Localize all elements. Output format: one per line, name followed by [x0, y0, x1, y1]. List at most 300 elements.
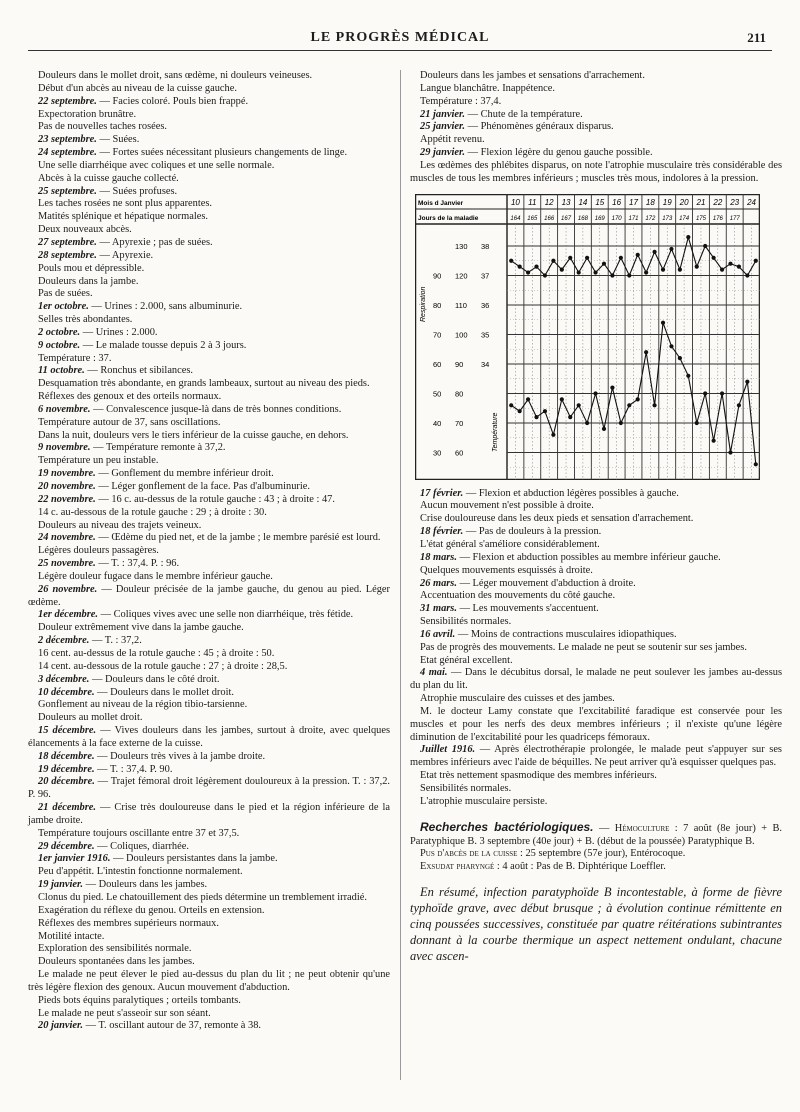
- journal-entry: [28, 83, 390, 96]
- journal-entry: [28, 841, 390, 854]
- entry-date: 6 novembre.: [38, 403, 91, 415]
- entry-text: Accentuation des mouvements du côté gauche.: [420, 590, 616, 602]
- entry-text: — Léger gonflement de la face. Pas d'albuminurie.: [98, 481, 310, 492]
- data-point: [518, 409, 522, 413]
- entry-text: — Douleurs dans le côté droit.: [91, 673, 220, 685]
- entry-text: Crise douloureuse dans les deux pieds et sensation d'arrachement.: [420, 513, 694, 525]
- date-label: 18: [645, 197, 655, 207]
- data-point: [695, 264, 699, 268]
- data-point: [577, 403, 581, 407]
- journal-entry: [28, 442, 390, 455]
- data-point: [703, 391, 707, 395]
- entry-text: — T. : 37,4. P. : 96.: [98, 558, 180, 570]
- entry-date: 3 décembre.: [38, 673, 90, 685]
- right-column: [410, 70, 782, 964]
- journal-entry: [410, 629, 782, 642]
- journal-entry: [28, 224, 390, 237]
- temperature-chart: [415, 194, 760, 480]
- journal-entry: [410, 655, 782, 668]
- resp-tick: 80: [433, 300, 442, 310]
- bacteriology-title: Recherches bactériologiques.: [420, 819, 594, 834]
- illness-day-label: 169: [594, 215, 605, 222]
- entry-text: — Vives douleurs dans les jambes, surtout à droite, avec quelques élancements à la face externe de la cuisse.: [28, 725, 390, 749]
- data-point: [602, 426, 606, 430]
- data-point: [526, 270, 530, 274]
- entry-text: Pas de suées.: [38, 288, 93, 300]
- journal-entry: [28, 494, 390, 507]
- exsudat-text: 4 août : Pas de B. Diphtérique Loeffler.: [502, 861, 666, 873]
- entry-text: — Douleurs très vives à la jambe droite.: [97, 750, 266, 762]
- date-label: 11: [528, 197, 537, 207]
- journal-entry: [410, 83, 782, 96]
- entry-text: Abcès à la cuisse gauche collecté.: [38, 172, 179, 184]
- entry-text: — Douleurs dans les jambes.: [85, 879, 208, 891]
- journal-entry: [28, 776, 390, 802]
- page-number: 211: [747, 30, 766, 45]
- entry-text: — T. : 37,4. P. 90.: [97, 763, 173, 775]
- illness-day-label: 170: [611, 215, 622, 222]
- entry-text: — Œdème du pied net, et de la jambe ; le membre parésié est lourd.: [98, 532, 381, 544]
- temp-tick: 35: [481, 330, 490, 340]
- data-point: [669, 246, 673, 250]
- resp-tick: 60: [433, 359, 442, 369]
- entry-text: Légère douleur fugace dans le membre inférieur gauche.: [38, 570, 273, 582]
- entry-date: 23 septembre.: [38, 134, 97, 146]
- illness-day-label: 172: [645, 215, 656, 222]
- date-label: 21: [696, 197, 706, 207]
- illness-day-label: 164: [510, 215, 521, 222]
- entry-date: 28 septembre.: [38, 249, 97, 261]
- entry-text: Douleurs au mollet droit.: [38, 712, 143, 724]
- journal-entry: [28, 956, 390, 969]
- date-label: 19: [662, 197, 672, 207]
- entry-text: — Les mouvements s'accentuent.: [459, 603, 599, 615]
- journal-entry: [28, 121, 390, 134]
- data-point: [610, 273, 614, 277]
- entry-date: 20 décembre.: [38, 776, 95, 788]
- entry-date: 24 novembre.: [38, 532, 96, 544]
- data-point: [720, 267, 724, 271]
- illness-day-label: 176: [712, 215, 723, 222]
- journal-entry: [28, 674, 390, 687]
- entry-date: 19 janvier.: [38, 879, 84, 891]
- data-point: [686, 373, 690, 377]
- journal-entry: [28, 545, 390, 558]
- pulse-tick: 80: [455, 389, 464, 399]
- data-point: [585, 420, 589, 424]
- entry-text: L'état général s'améliore considérablement.: [420, 538, 600, 550]
- entry-text: — Crise très douloureuse dans le pied et la région inférieure de la jambe droite.: [28, 802, 390, 826]
- bacteriology-section: [410, 821, 782, 874]
- journal-entry: [410, 616, 782, 629]
- journal-entry: [28, 160, 390, 173]
- entry-text: — Fortes suées nécessitant plusieurs changements de linge.: [99, 147, 348, 159]
- pulse-tick: 60: [455, 448, 464, 458]
- journal-entry: [28, 571, 390, 584]
- journal-entry: [28, 918, 390, 931]
- entry-text: Desquamation très abondante, en grands lambeaux, surtout au niveau des pieds.: [38, 378, 370, 390]
- entry-text: Température : 37,4.: [420, 95, 502, 107]
- journal-entry: [28, 378, 390, 391]
- entry-text: — Trajet fémoral droit légèrement douloureux à la pression. T. : 37,2. P. 96.: [28, 776, 390, 801]
- journal-entry: [28, 365, 390, 378]
- illness-day-label: 177: [729, 215, 740, 222]
- journal-entry: [410, 667, 782, 693]
- entry-text: Motilité intacte.: [38, 930, 105, 942]
- entry-text: Les taches rosées ne sont plus apparentes.: [38, 198, 212, 210]
- journal-entry: [28, 327, 390, 340]
- journal-entry: [410, 134, 782, 147]
- entry-date: 25 novembre.: [38, 558, 96, 570]
- journal-entry: [28, 404, 390, 417]
- entry-date: Juillet 1916.: [420, 744, 476, 756]
- entry-text: — Chute de la température.: [467, 108, 583, 120]
- entry-date: 19 décembre.: [38, 763, 95, 775]
- entry-date: 1er décembre.: [38, 609, 99, 621]
- entry-text: — Moins de contractions musculaires idiopathiques.: [457, 628, 677, 640]
- entry-text: Peu d'appétit. L'intestin fonctionne normalement.: [38, 866, 243, 878]
- journal-entry: [28, 109, 390, 122]
- journal-entry: [28, 828, 390, 841]
- data-point: [593, 270, 597, 274]
- pulse-tick: 100: [455, 330, 468, 340]
- journal-entry: [410, 539, 782, 552]
- journal-entry: [28, 1008, 390, 1021]
- data-point: [534, 264, 538, 268]
- resp-tick: 40: [433, 418, 442, 428]
- entry-text: Température un peu instable.: [38, 455, 159, 467]
- entry-date: 17 février.: [420, 487, 464, 499]
- entry-text: Deux nouveaux abcès.: [38, 224, 132, 236]
- journal-entry: [28, 866, 390, 879]
- entry-text: — T. oscillant autour de 37, remonte à 38.: [85, 1020, 261, 1032]
- data-point: [627, 273, 631, 277]
- entry-text: Pouls mou et dépressible.: [38, 262, 145, 274]
- data-point: [509, 258, 513, 262]
- entry-date: 19 novembre.: [38, 468, 96, 480]
- journal-entry: [410, 565, 782, 578]
- entry-text: L'atrophie musculaire persiste.: [420, 795, 548, 807]
- data-point: [644, 270, 648, 274]
- data-point: [720, 391, 724, 395]
- journal-entry: [410, 783, 782, 796]
- journal-entry: [28, 314, 390, 327]
- temp-tick: 36: [481, 300, 490, 310]
- left-column: [28, 70, 390, 1033]
- journal-entry: [410, 121, 782, 134]
- data-point: [585, 255, 589, 259]
- journal-entry: [410, 744, 782, 770]
- journal-entry: [28, 507, 390, 520]
- days-label: Jours de la maladie: [418, 214, 479, 222]
- journal-entry: [28, 995, 390, 1008]
- entry-text: — Le malade tousse depuis 2 à 3 jours.: [82, 339, 247, 351]
- data-point: [737, 264, 741, 268]
- journal-entry: [28, 764, 390, 777]
- journal-entry: [410, 488, 782, 501]
- journal-entry: [28, 417, 390, 430]
- journal-entry: [28, 288, 390, 301]
- entry-text: Exploration des sensibilités normale.: [38, 943, 192, 955]
- journal-entry: [28, 173, 390, 186]
- entry-text: Une selle diarrhéique avec coliques et une selle normale.: [38, 159, 275, 171]
- entry-text: Température autour de 37, sans oscillations.: [38, 416, 221, 428]
- entry-text: — Flexion et abduction possibles au membre inférieur gauche.: [459, 551, 721, 563]
- entry-text: Douleurs dans la jambe.: [38, 275, 139, 287]
- header-rule: [28, 50, 772, 51]
- data-point: [712, 438, 716, 442]
- page-header: [0, 30, 800, 52]
- journal-entry: [28, 1020, 390, 1033]
- data-point: [627, 403, 631, 407]
- illness-day-label: 171: [628, 215, 639, 222]
- entry-text: Début d'un abcès au niveau de la cuisse gauche.: [38, 82, 237, 94]
- illness-day-label: 167: [561, 215, 572, 222]
- entry-text: Sensibilités normales.: [420, 616, 512, 628]
- entry-text: Appétit revenu.: [420, 134, 485, 146]
- entry-date: 29 décembre.: [38, 840, 95, 852]
- journal-entry: [28, 635, 390, 648]
- data-point: [593, 391, 597, 395]
- data-point: [703, 243, 707, 247]
- entry-text: Pas de nouvelles taches rosées.: [38, 121, 167, 133]
- entry-date: 21 décembre.: [38, 802, 96, 814]
- data-point: [610, 385, 614, 389]
- entry-text: Douleurs spontanées dans les jambes.: [38, 956, 195, 968]
- data-point: [686, 235, 690, 239]
- journal-entry: [28, 70, 390, 83]
- data-point: [728, 261, 732, 265]
- journal-entry: [28, 430, 390, 443]
- entry-text: Etat très nettement spasmodique des membres inférieurs.: [420, 770, 657, 782]
- pulse-tick: 110: [455, 300, 467, 310]
- entry-text: — Léger mouvement d'abduction à droite.: [459, 577, 636, 589]
- entry-text: Douleurs dans le mollet droit, sans œdème, ni douleurs veineuses.: [38, 70, 313, 81]
- entry-date: 22 novembre.: [38, 493, 96, 505]
- data-point: [509, 403, 513, 407]
- pulse-tick: 130: [455, 241, 468, 251]
- entry-text: Température : 37.: [38, 352, 112, 364]
- entry-text: — Urines : 2.000, sans albuminurie.: [91, 301, 243, 313]
- journal-entry: [28, 134, 390, 147]
- resp-axis-label: Respiration: [420, 286, 427, 322]
- exsudat-label: Exsudat pharyngé :: [420, 861, 500, 873]
- entry-text: Douleurs au niveau des trajets veineux.: [38, 519, 202, 531]
- temp-tick: 37: [481, 271, 490, 281]
- journal-entry: [410, 642, 782, 655]
- journal-title: LE PROGRÈS MÉDICAL: [310, 30, 490, 45]
- date-label: 12: [544, 197, 554, 207]
- journal-entry: [410, 513, 782, 526]
- journal-entry: [28, 584, 390, 610]
- journal-entry: [28, 198, 390, 211]
- journal-entry: [28, 969, 390, 995]
- entry-text: — Ronchus et sibilances.: [87, 365, 193, 377]
- data-point: [636, 252, 640, 256]
- data-point: [652, 403, 656, 407]
- data-point: [754, 462, 758, 466]
- journal-entry: [28, 751, 390, 764]
- journal-entry: [410, 500, 782, 513]
- entry-text: Douleur extrêmement vive dans la jambe gauche.: [38, 622, 244, 634]
- entry-text: Les œdèmes des phlébites disparus, on note l'atrophie musculaire très considérable des muscles de tous les membres inférieurs ; muscles très mous, indolores à la pression.: [410, 159, 782, 184]
- entry-date: 9 novembre.: [38, 442, 91, 454]
- data-point: [745, 273, 749, 277]
- journal-entry: [28, 520, 390, 533]
- journal-entry: [410, 160, 782, 186]
- entry-date: 2 octobre.: [38, 326, 81, 338]
- illness-day-label: 174: [679, 215, 690, 222]
- entry-text: — Douleurs dans le mollet droit.: [97, 686, 234, 698]
- journal-entry: [410, 796, 782, 809]
- journal-entry: [28, 879, 390, 892]
- journal-entry: [28, 353, 390, 366]
- data-point: [560, 397, 564, 401]
- journal-entry: [28, 301, 390, 314]
- entry-text: Expectoration brunâtre.: [38, 108, 137, 120]
- resp-tick: 70: [433, 330, 442, 340]
- data-point: [661, 267, 665, 271]
- journal-entry: [28, 481, 390, 494]
- journal-entry: [410, 147, 782, 160]
- entry-text: Gonflement au niveau de la région tibio-tarsienne.: [38, 699, 248, 711]
- data-point: [543, 409, 547, 413]
- data-point: [518, 264, 522, 268]
- entry-text: Matités splénique et hépatique normales.: [38, 211, 208, 223]
- entry-text: — T. : 37,2.: [91, 635, 142, 647]
- entry-text: — Apyrexie.: [99, 249, 154, 261]
- illness-day-label: 173: [662, 215, 673, 222]
- data-point: [568, 255, 572, 259]
- journal-entry: [28, 147, 390, 160]
- right-column-entries-top: [410, 70, 782, 186]
- entry-text: Pieds bots équins paralytiques ; orteils tombants.: [38, 994, 241, 1006]
- data-point: [661, 320, 665, 324]
- temp-axis-label: Température: [492, 412, 499, 452]
- illness-day-label: 165: [527, 215, 538, 222]
- journal-entry: [28, 853, 390, 866]
- entry-text: Le malade ne peut s'asseoir sur son séant.: [38, 1007, 211, 1019]
- data-point: [568, 415, 572, 419]
- resp-tick: 30: [433, 448, 442, 458]
- data-point: [644, 350, 648, 354]
- journal-entry: [410, 578, 782, 591]
- entry-date: 21 janvier.: [420, 108, 466, 120]
- entry-text: — Température remonte à 37,2.: [93, 442, 226, 454]
- entry-text: — Dans le décubitus dorsal, le malade ne peut soulever les jambes au-dessus du plan du lit.: [410, 667, 782, 692]
- entry-date: 26 novembre.: [38, 583, 98, 595]
- date-label: 15: [595, 197, 605, 207]
- column-divider: [400, 70, 401, 1080]
- pulse-tick: 90: [455, 359, 464, 369]
- right-column-entries-bottom: [410, 488, 782, 809]
- data-point: [678, 356, 682, 360]
- entry-date: 20 novembre.: [38, 481, 96, 492]
- entry-date: 18 février.: [420, 526, 464, 538]
- data-point: [534, 415, 538, 419]
- entry-text: — Convalescence jusque-là dans de très bonnes conditions.: [93, 403, 342, 415]
- entry-text: — 16 c. au-dessus de la rotule gauche : 43 ; à droite : 47.: [98, 493, 335, 505]
- illness-day-label: 168: [577, 215, 588, 222]
- journal-entry: [28, 391, 390, 404]
- entry-text: — Phénomènes généraux disparus.: [467, 121, 614, 133]
- entry-text: — Douleurs persistantes dans la jambe.: [113, 853, 278, 865]
- entry-date: 25 janvier.: [420, 121, 466, 133]
- entry-date: 1er janvier 1916.: [38, 853, 111, 865]
- data-point: [636, 397, 640, 401]
- entry-text: 14 c. au-dessous de la rotule gauche : 29 ; à droite : 30.: [38, 506, 267, 518]
- entry-text: Réflexes des genoux et des orteils normaux.: [38, 391, 222, 403]
- data-point: [652, 249, 656, 253]
- entry-text: Légères douleurs passagères.: [38, 545, 159, 557]
- journal-entry: [410, 96, 782, 109]
- date-label: 22: [713, 197, 723, 207]
- data-point: [678, 267, 682, 271]
- journal-entry: [410, 109, 782, 122]
- data-point: [543, 273, 547, 277]
- journal-entry: [410, 706, 782, 745]
- data-point: [669, 344, 673, 348]
- entry-text: Réflexes des membres supérieurs normaux.: [38, 917, 219, 929]
- entry-date: 29 janvier.: [420, 147, 466, 159]
- entry-text: — Flexion et abduction légères possibles à gauche.: [465, 487, 679, 499]
- entry-date: 16 avril.: [420, 628, 456, 640]
- journal-entry: [28, 468, 390, 481]
- entry-text: — Apyrexie ; pas de suées.: [99, 236, 213, 248]
- entry-text: M. le docteur Lamy constate que l'excitabilité faradique est conservée pour les muscles et pour les nerfs des deux membres inférieurs ; il n'existe qu'une légère diminution de l'excitabilité pour les quadriceps fémoraux.: [410, 705, 782, 743]
- journal-entry: [28, 622, 390, 635]
- illness-day-label: 175: [695, 215, 706, 222]
- journal-entry: [28, 943, 390, 956]
- entry-text: Aucun mouvement n'est possible à droite.: [420, 500, 594, 512]
- journal-entry: [28, 905, 390, 918]
- data-point: [619, 255, 623, 259]
- entry-text: Quelques mouvements esquissés à droite.: [420, 564, 593, 576]
- journal-entry: [28, 211, 390, 224]
- data-point: [754, 258, 758, 262]
- date-label: 10: [510, 197, 520, 207]
- data-point: [728, 450, 732, 454]
- pulse-tick: 70: [455, 418, 464, 428]
- entry-text: Pas de progrès des mouvements. Le malade ne peut se soutenir sur ses jambes.: [420, 641, 747, 653]
- entry-date: 4 mai.: [420, 667, 448, 679]
- illness-day-label: 166: [544, 215, 555, 222]
- temp-tick: 38: [481, 241, 490, 251]
- data-point: [602, 261, 606, 265]
- journal-entry: [28, 455, 390, 468]
- entry-date: 18 mars.: [420, 551, 457, 563]
- entry-text: Température toujours oscillante entre 37 et 37,5.: [38, 827, 240, 839]
- journal-entry: [410, 693, 782, 706]
- data-point: [695, 420, 699, 424]
- entry-text: 16 cent. au-dessus de la rotule gauche : 45 ; à droite : 50.: [38, 647, 275, 659]
- entry-date: 26 mars.: [420, 577, 457, 589]
- data-point: [745, 379, 749, 383]
- entry-text: Exagération du réflexe du genou. Orteils en extension.: [38, 904, 265, 916]
- entry-text: — Urines : 2.000.: [82, 326, 158, 338]
- summary-paragraph: En résumé, infection paratyphoïde B incontestable, à forme de fièvre typhoïde grave, avec début brusque ; à évolution continue rémittente en cinq poussées successives, constituée par quatre réitérations subintrantes donnant à la courbe thermique un aspect nettement ondulant, chacune avec ascen-: [410, 885, 782, 964]
- entry-text: — Suées profuses.: [99, 185, 178, 197]
- journal-entry: [28, 250, 390, 263]
- data-point: [526, 397, 530, 401]
- journal-entry: [28, 661, 390, 674]
- resp-tick: 90: [433, 271, 442, 281]
- journal-entry: [410, 526, 782, 539]
- journal-entry: [410, 70, 782, 83]
- entry-text: — Gonflement du membre inférieur droit.: [98, 468, 274, 480]
- journal-entry: [410, 590, 782, 603]
- journal-entry: [410, 552, 782, 565]
